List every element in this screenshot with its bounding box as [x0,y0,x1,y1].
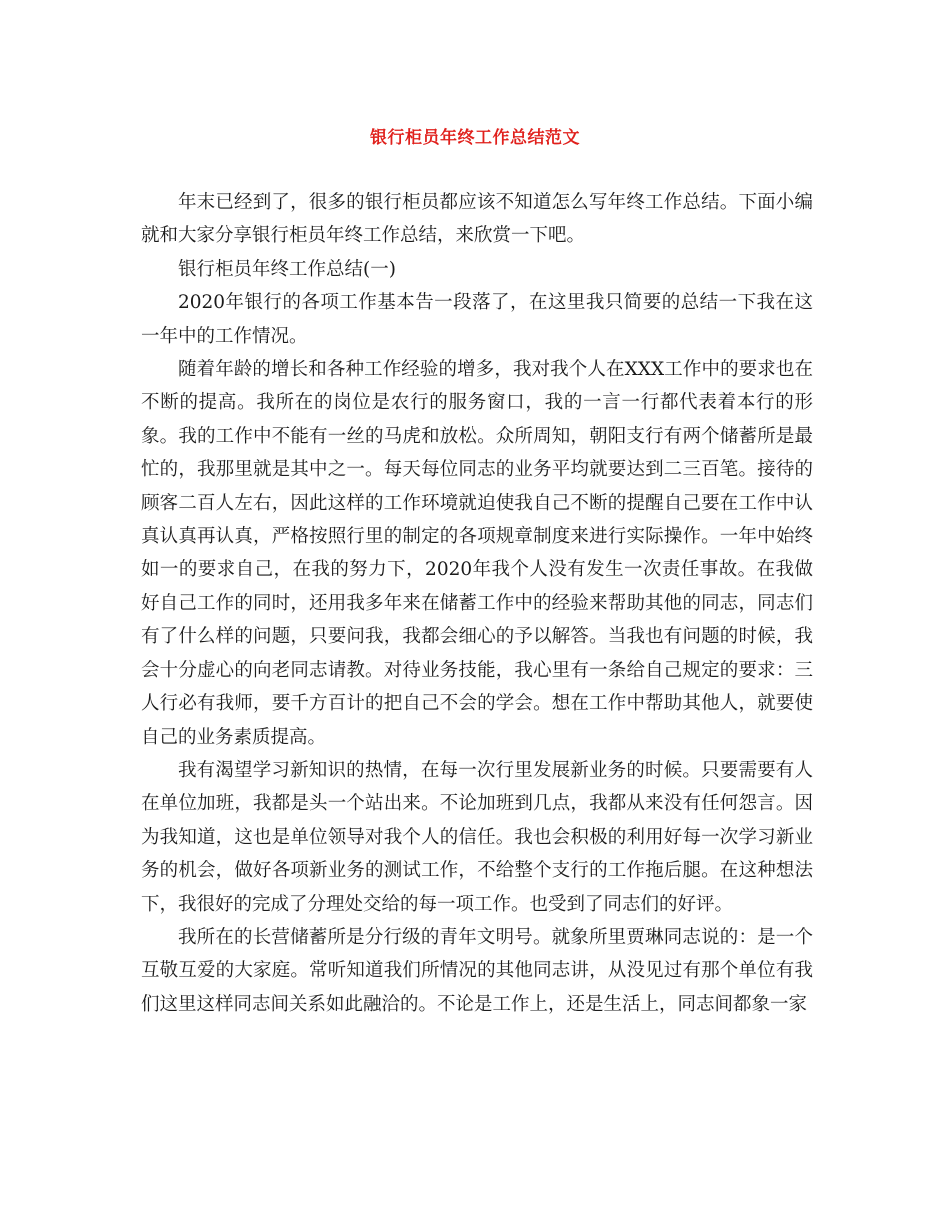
paragraph: 我所在的长营储蓄所是分行级的青年文明号。就象所里贾琳同志说的：是一个互敬互爱的大家庭。常听知道我们所情况的其他同志讲，从没见过有那个单位有我们这里这样同志间关系如此融洽的。不论是工作上，还是生活上，同志间都象一家 [141,926,813,1015]
paragraph: 随着年龄的增长和各种工作经验的增多，我对我个人在XXX工作中的要求也在不断的提高。我所在的岗位是农行的服务窗口，我的一言一行都代表着本行的形象。我的工作中不能有一丝的马虎和放松。众所周知，朝阳支行有两个储蓄所是最忙的，我那里就是其中之一。每天每位同志的业务平均就要达到二三百笔。接待的顾客二百人左右，因此这样的工作环境就迫使我自己不断的提醒自己要在工作中认真认真再认真，严格按照行里的制定的各项规章制度来进行实际操作。一年中始终如一的要求自己，在我的努力下，2020年我个人没有发生一次责任事故。在我做好自己工作的同时，还用我多年来在储蓄工作中的经验来帮助其他的同志，同志们有了什么样的问题，只要问我，我都会细心的予以解答。当我也有问题的时候，我会十分虚心的向老同志请教。对待业务技能，我心里有一条给自己规定的要求：三人行必有我师，要千方百计的把自己不会的学会。想在工作中帮助其他人，就要使自己的业务素质提高。 [141,359,813,748]
document-title: 银行柜员年终工作总结范文 [370,128,580,148]
paragraph: 我有渴望学习新知识的热情，在每一次行里发展新业务的时候。只要需要有人在单位加班，我都是头一个站出来。不论加班到几点，我都从来没有任何怨言。因为我知道，这也是单位领导对我个人的信任。我也会积极的利用好每一次学习新业务的机会，做好各项新业务的测试工作，不给整个支行的工作拖后腿。在这种想法下，我很好的完成了分理处交给的每一项工作。也受到了同志们的好评。 [141,759,813,915]
section-heading: 银行柜员年终工作总结(一) [178,258,396,280]
paragraph-intro: 年末已经到了，很多的银行柜员都应该不知道怎么写年终工作总结。下面小编就和大家分享银行柜员年终工作总结，来欣赏一下吧。 [141,192,813,247]
paragraph: 2020年银行的各项工作基本告一段落了，在这里我只简要的总结一下我在这一年中的工作情况。 [141,292,813,347]
document-body [141,186,813,1021]
